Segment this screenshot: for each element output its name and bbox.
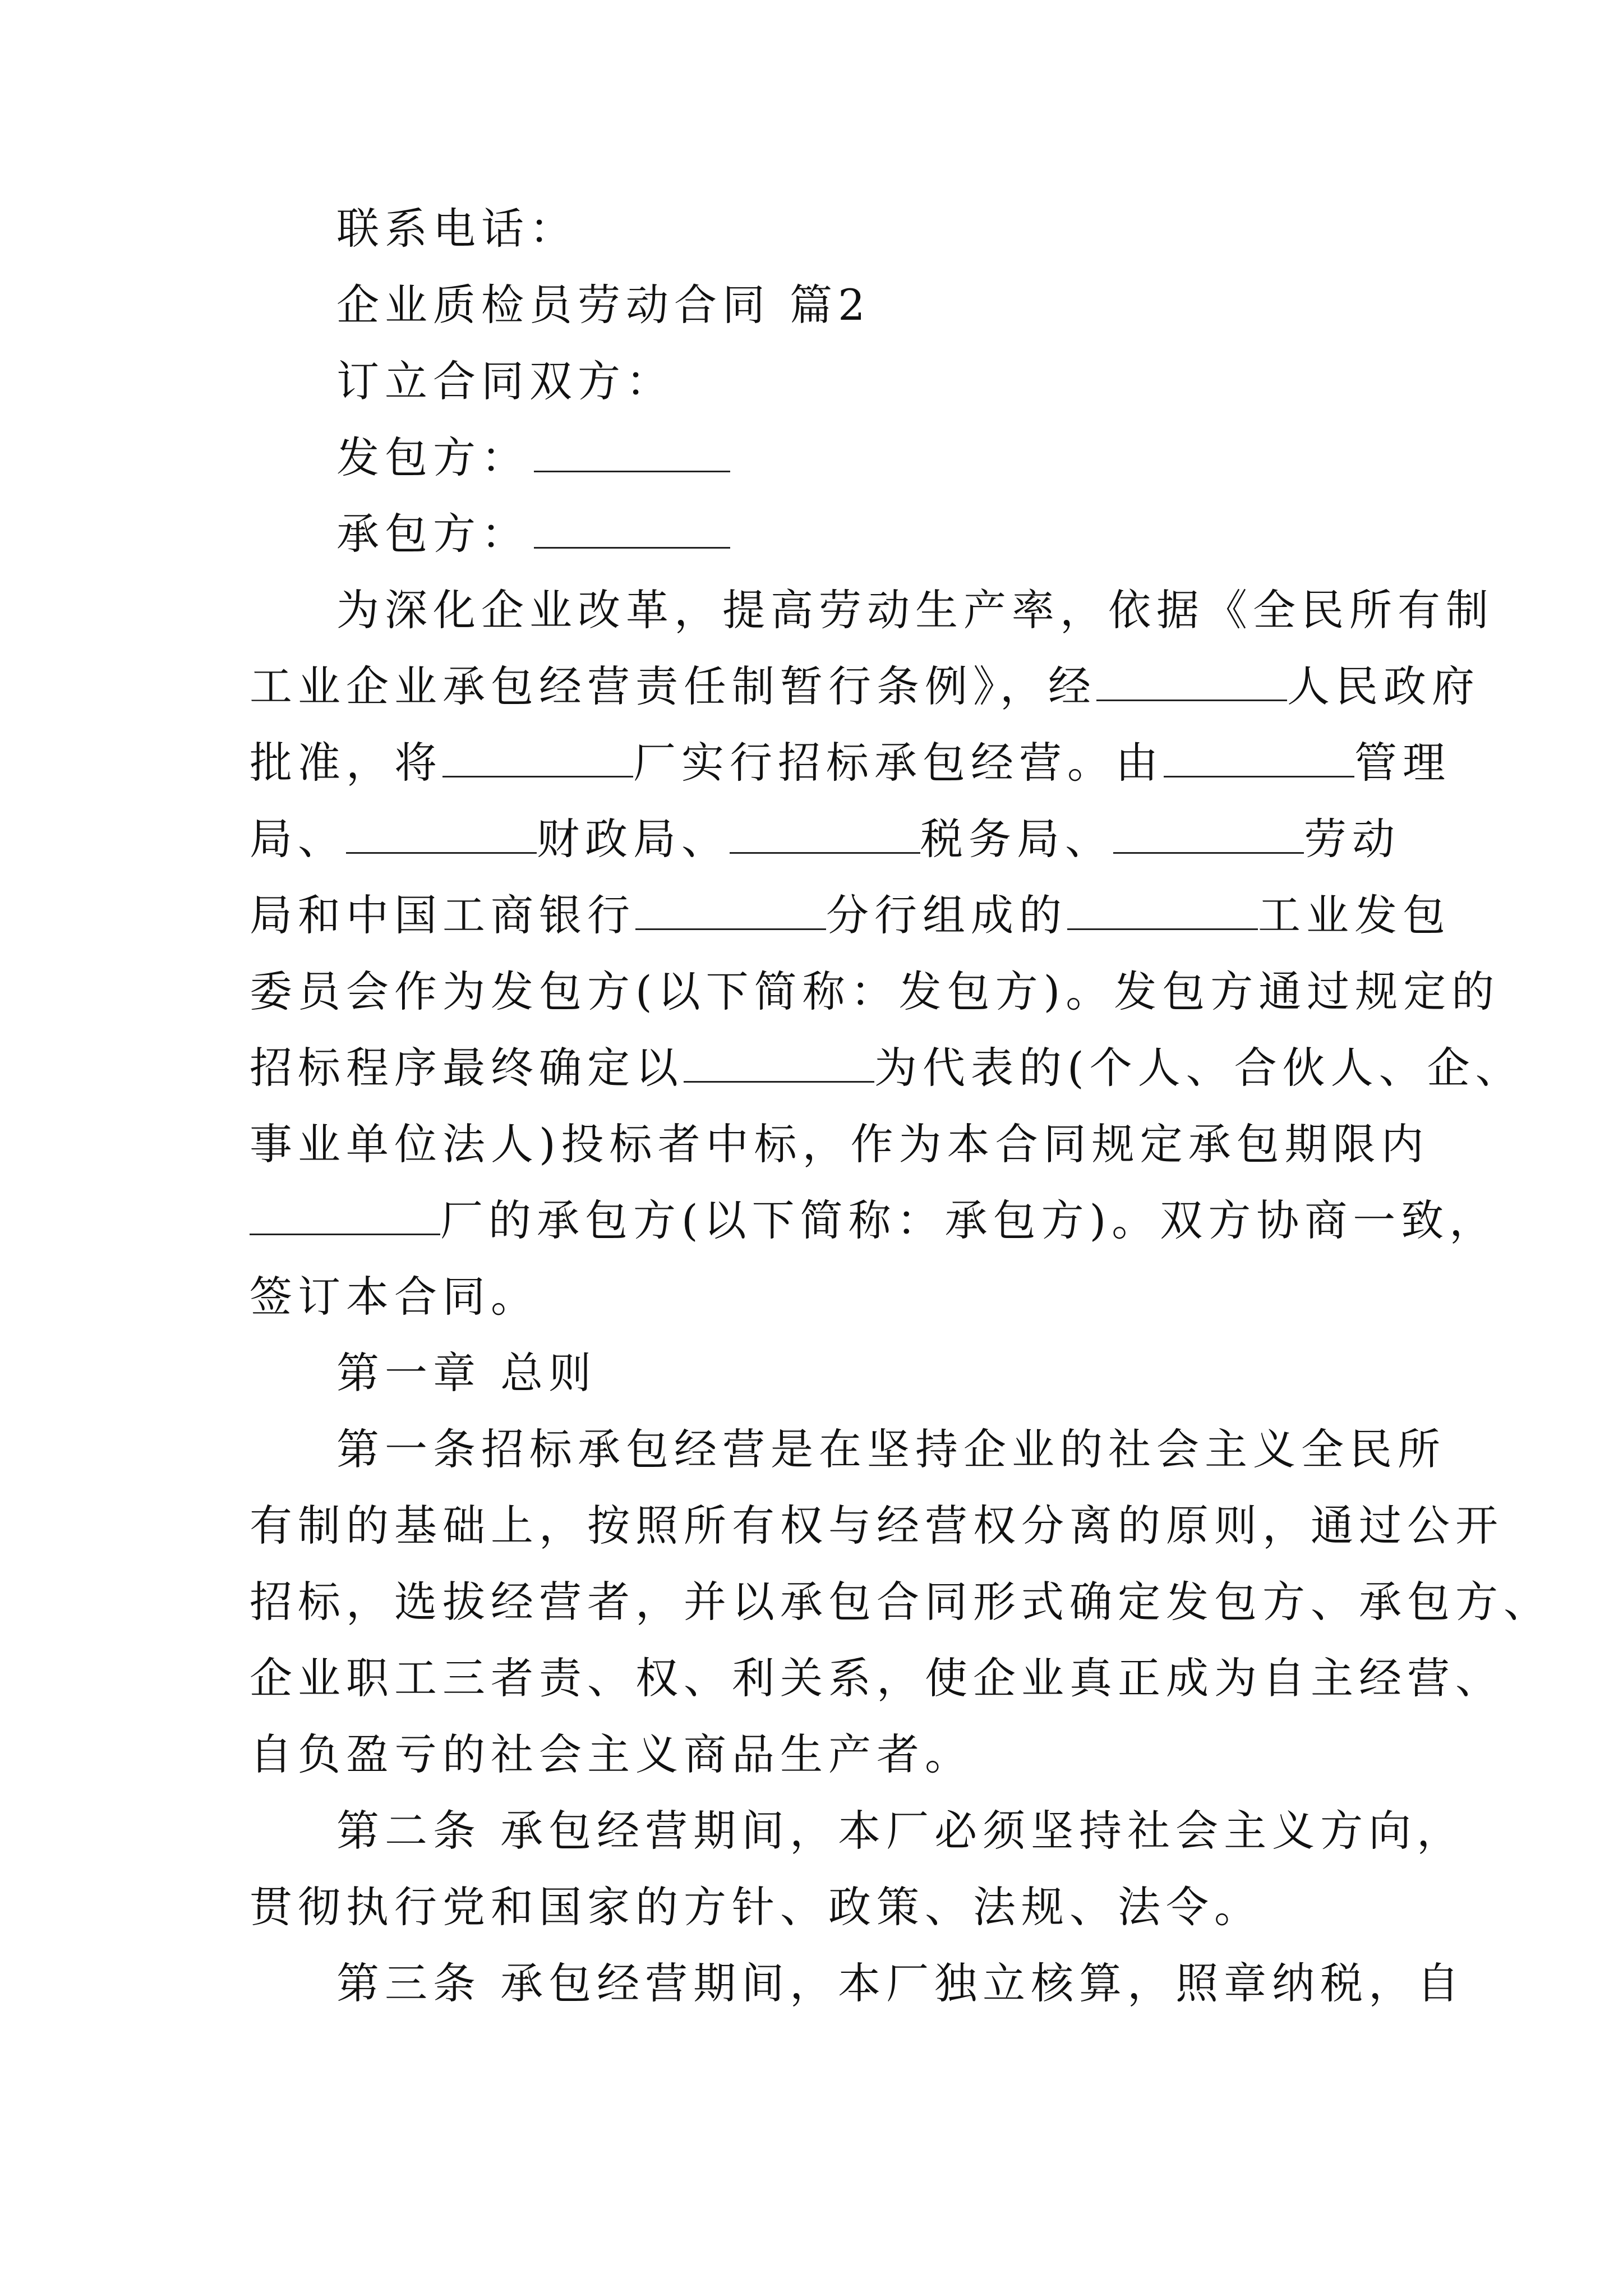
government-blank[interactable] — [1096, 660, 1287, 701]
representative-blank[interactable] — [684, 1042, 874, 1083]
contractor-blank[interactable] — [534, 504, 730, 549]
labor-blank[interactable] — [1113, 813, 1304, 854]
chapter-heading — [250, 1335, 1374, 1411]
article2-line-2 — [250, 1869, 1374, 1945]
intro-line-3 — [250, 725, 1451, 801]
intro-text: 为代表的(个人、合伙人、企、 — [874, 1043, 1524, 1093]
contact-phone-label: 联系电话： — [336, 204, 578, 254]
intro-line-5 — [250, 877, 1451, 954]
article-text: 第二条 承包经营期间，本厂必须坚持社会主义方向， — [336, 1806, 1465, 1856]
document-body — [250, 191, 1552, 2022]
article1-line-1 — [250, 1411, 1446, 1488]
contract-title: 企业质检员劳动合同 篇2 — [336, 280, 871, 330]
intro-line-10 — [250, 1259, 1374, 1335]
intro-text: 事业单位法人)投标者中标，作为本合同规定承包期限内 — [250, 1119, 1430, 1169]
intro-text: 局、 — [250, 814, 346, 864]
article3-line-1 — [250, 1945, 1465, 2022]
intro-text: 局和中国工商银行 — [250, 890, 635, 940]
parties-line — [250, 343, 1374, 420]
intro-text: 分行组成的 — [826, 890, 1067, 940]
contractor-line — [250, 496, 1374, 572]
article-text: 第一条招标承包经营是在坚持企业的社会主义全民所 — [336, 1424, 1446, 1474]
intro-text: 工业企业承包经营责任制暂行条例》，经 — [250, 661, 1096, 711]
article-text: 自负盈亏的社会主义商品生产者。 — [250, 1729, 973, 1779]
intro-line-8 — [250, 1106, 1430, 1182]
management-blank[interactable] — [1164, 737, 1354, 777]
article-text: 第三条 承包经营期间，本厂独立核算，照章纳税，自 — [336, 1958, 1465, 2008]
intro-text: 批准，将 — [250, 738, 442, 788]
employer-blank[interactable] — [534, 428, 730, 472]
intro-line-9 — [250, 1182, 1498, 1259]
factory-name-blank[interactable] — [250, 1194, 440, 1235]
article1-line-5 — [250, 1717, 1374, 1793]
intro-line-6 — [250, 954, 1500, 1030]
intro-text: 财政局、 — [537, 814, 730, 864]
intro-text: 委员会作为发包方(以下简称：发包方)。发包方通过规定的 — [250, 967, 1500, 1016]
factory-blank[interactable] — [442, 737, 633, 777]
intro-text: 厂实行招标承包经营。由 — [633, 738, 1164, 788]
bank-branch-blank[interactable] — [635, 889, 826, 930]
intro-line-7 — [250, 1030, 1524, 1106]
article-text: 招标，选拔经营者，并以承包合同形式确定发包方、承包方、 — [250, 1577, 1552, 1627]
contact-phone-line — [250, 191, 1374, 267]
intro-text: 工业发包 — [1258, 890, 1451, 940]
intro-line-4 — [250, 801, 1400, 877]
article-text: 贯彻执行党和国家的方针、政策、法规、法令。 — [250, 1882, 1262, 1932]
intro-text: 签订本合同。 — [250, 1272, 539, 1322]
intro-text: 为深化企业改革，提高劳动生产率，依据《全民所有制 — [336, 585, 1494, 635]
employer-label: 发包方： — [336, 432, 529, 482]
intro-text: 厂的承包方(以下简称：承包方)。双方协商一致， — [440, 1195, 1498, 1245]
article1-line-4 — [250, 1640, 1504, 1717]
article1-line-3 — [250, 1564, 1552, 1640]
intro-text: 税务局、 — [920, 814, 1113, 864]
article-text: 企业职工三者责、权、利关系，使企业真正成为自主经营、 — [250, 1653, 1504, 1703]
parties-label: 订立合同双方： — [336, 356, 674, 406]
intro-text: 招标程序最终确定以 — [250, 1043, 684, 1093]
intro-line-1 — [250, 572, 1494, 648]
employer-line — [250, 420, 1374, 496]
intro-text: 管理 — [1354, 738, 1451, 788]
finance-blank[interactable] — [346, 813, 537, 854]
intro-line-2 — [250, 648, 1480, 725]
industry-blank[interactable] — [1067, 889, 1258, 930]
contract-heading — [250, 267, 1374, 343]
intro-text: 劳动 — [1304, 814, 1400, 864]
tax-blank[interactable] — [730, 813, 920, 854]
chapter-title: 第一章 总则 — [336, 1348, 597, 1398]
article1-line-2 — [250, 1488, 1504, 1564]
contractor-label: 承包方： — [336, 509, 529, 559]
article-text: 有制的基础上，按照所有权与经营权分离的原则，通过公开 — [250, 1501, 1504, 1550]
intro-text: 人民政府 — [1287, 661, 1480, 711]
article2-line-1 — [250, 1793, 1465, 1869]
